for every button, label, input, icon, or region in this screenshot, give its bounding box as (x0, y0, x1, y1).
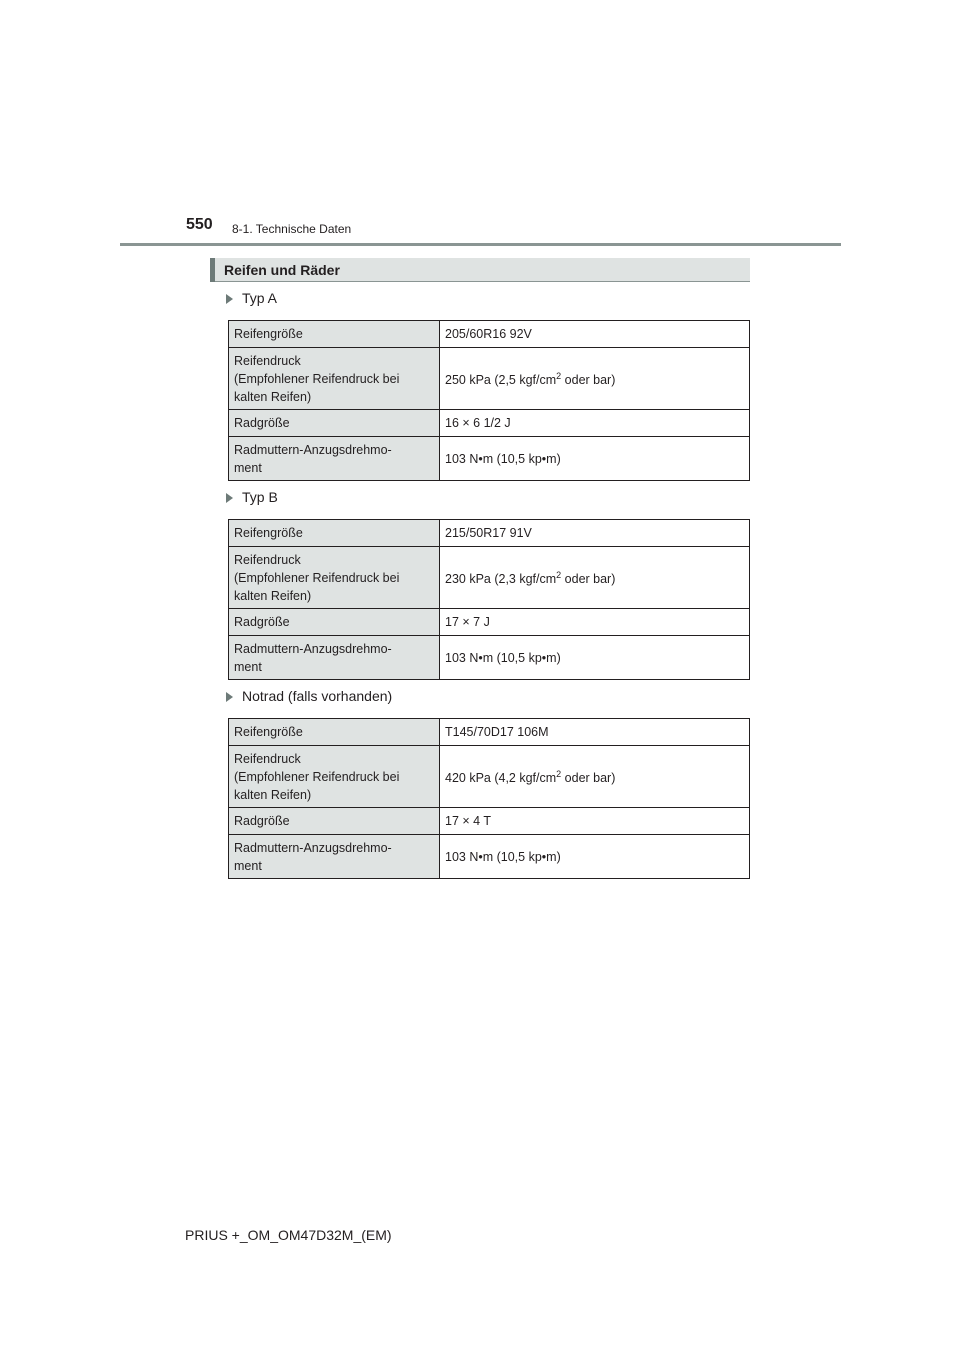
table-row (229, 520, 750, 547)
row-label: Reifengröße (229, 321, 440, 348)
table-row (229, 410, 750, 437)
row-value: 103 N•m (10,5 kp•m) (440, 835, 750, 879)
subsection-heading-notrad (226, 688, 392, 704)
row-label: Radmuttern-Anzugsdrehmo- ment (229, 636, 440, 680)
subsection-title: Typ B (242, 489, 278, 505)
triangle-bullet-icon (226, 294, 233, 304)
row-label: Radmuttern-Anzugsdrehmo- ment (229, 437, 440, 481)
triangle-bullet-icon (226, 493, 233, 503)
row-label: Reifendruck (Empfohlener Reifendruck bei kalten Reifen) (229, 746, 440, 808)
row-label: Radmuttern-Anzugsdrehmo- ment (229, 835, 440, 879)
row-value: 17 × 4 T (440, 808, 750, 835)
row-value: 230 kPa (2,3 kgf/$cm^2$ oder bar) (440, 547, 750, 609)
table-row (229, 609, 750, 636)
table-row (229, 348, 750, 410)
table-row (229, 835, 750, 879)
document-code: PRIUS +_OM_OM47D32M_(EM) (185, 1227, 392, 1243)
row-value: 103 N•m (10,5 kp•m) (440, 636, 750, 680)
section-heading-bar (210, 258, 215, 282)
row-label: Radgröße (229, 609, 440, 636)
row-value: T145/70D17 106M (440, 719, 750, 746)
header-divider (120, 243, 841, 246)
subsection-title: Typ A (242, 290, 278, 306)
row-value: 420 kPa (4,2 kgf/$cm^2$ oder bar) (440, 746, 750, 808)
row-value: 17 × 7 J (440, 609, 750, 636)
spec-table-typ-b (228, 519, 750, 680)
subsection-heading-typ-b (226, 489, 278, 505)
page-number: 550 (186, 216, 213, 233)
row-value: 215/50R17 91V (440, 520, 750, 547)
section-heading (210, 258, 750, 282)
row-label: Reifendruck (Empfohlener Reifendruck bei kalten Reifen) (229, 547, 440, 609)
table-row (229, 808, 750, 835)
table-row (229, 746, 750, 808)
table-row (229, 437, 750, 481)
spec-table-typ-a (228, 320, 750, 481)
triangle-bullet-icon (226, 692, 233, 702)
row-label: Radgröße (229, 410, 440, 437)
subsection-heading-typ-a (226, 290, 277, 306)
row-label: Reifengröße (229, 719, 440, 746)
table-row (229, 321, 750, 348)
table-row (229, 636, 750, 680)
spec-table-notrad (228, 718, 750, 879)
row-value: 16 × 6 1/2 J (440, 410, 750, 437)
row-value: 250 kPa (2,5 kgf/$cm^2$ oder bar) (440, 348, 750, 410)
section-heading-title: Reifen und Räder (224, 262, 340, 278)
table-row (229, 547, 750, 609)
row-value: 205/60R16 92V (440, 321, 750, 348)
chapter-title: 8-1. Technische Daten (232, 222, 352, 236)
row-label: Radgröße (229, 808, 440, 835)
row-value: 103 N•m (10,5 kp•m) (440, 437, 750, 481)
row-label: Reifengröße (229, 520, 440, 547)
table-row (229, 719, 750, 746)
subsection-title: Notrad (falls vorhanden) (242, 688, 393, 704)
row-label: Reifendruck (Empfohlener Reifendruck bei kalten Reifen) (229, 348, 440, 410)
